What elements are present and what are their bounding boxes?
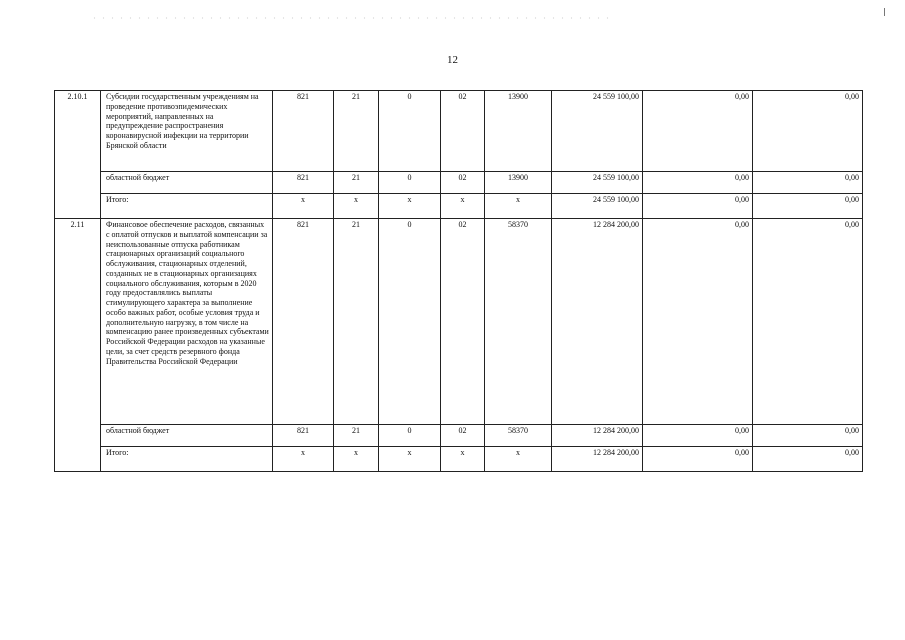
cell-value: 821 [273, 91, 334, 172]
cell-value: x [441, 447, 485, 472]
cell-amount: 12 284 200,00 [552, 447, 643, 472]
cell-amount: 0,00 [753, 91, 863, 172]
cell-value: x [273, 194, 334, 219]
cell-value: 21 [334, 219, 379, 425]
table-row-main [55, 91, 863, 172]
cell-value: 02 [441, 91, 485, 172]
section-description: Субсидии государственным учреждениям на проведение противоэпидемических мероприятий, направленных на предупреждение распространения коронавирусной инфекции на территории Брянской области [101, 91, 273, 172]
cell-value: 58370 [485, 425, 552, 447]
table-row-total [55, 447, 863, 472]
cell-value: x [379, 447, 441, 472]
cell-value: x [485, 194, 552, 219]
cell-amount: 0,00 [753, 194, 863, 219]
table-row-main [55, 219, 863, 425]
cell-amount: 24 559 100,00 [552, 91, 643, 172]
cell-value: 821 [273, 425, 334, 447]
row-label: областной бюджет [101, 425, 273, 447]
cell-value: 821 [273, 219, 334, 425]
scan-mark [884, 8, 885, 16]
cell-value: 02 [441, 172, 485, 194]
cell-amount: 0,00 [643, 91, 753, 172]
cell-value: 0 [379, 91, 441, 172]
cell-value: 58370 [485, 219, 552, 425]
cell-value: 21 [334, 91, 379, 172]
cell-value: 0 [379, 425, 441, 447]
row-label: Итого: [101, 194, 273, 219]
scan-noise [90, 16, 610, 20]
cell-amount: 24 559 100,00 [552, 172, 643, 194]
table-row-subtotal [55, 172, 863, 194]
table-row-total [55, 194, 863, 219]
table-row-subtotal [55, 425, 863, 447]
cell-amount: 0,00 [753, 447, 863, 472]
cell-value: x [334, 194, 379, 219]
cell-value: 821 [273, 172, 334, 194]
cell-value: 21 [334, 172, 379, 194]
cell-amount: 0,00 [643, 447, 753, 472]
section-number: 2.10.1 [55, 91, 101, 219]
cell-value: x [334, 447, 379, 472]
cell-value: 21 [334, 425, 379, 447]
section-description: Финансовое обеспечение расходов, связанных с оплатой отпусков и выплатой компенсации за неиспользованные отпуска работникам стационарных организаций социального обслуживания, стационарных отделений, созданных не в стационарных организациях социального обслуживания, которым в 2020 году предоставлялись выплаты стимулирующего характера за выполнение особо важных работ, особые условия труда и дополнительную нагрузку, в том числе на компенсацию ранее произведенных субъектами Российской Федерации расходов на указанные цели, за счет средств резервного фонда Правительства Российской Федерации [101, 219, 273, 425]
cell-value: x [379, 194, 441, 219]
cell-amount: 0,00 [753, 425, 863, 447]
cell-amount: 12 284 200,00 [552, 425, 643, 447]
cell-amount: 0,00 [643, 219, 753, 425]
cell-amount: 0,00 [753, 219, 863, 425]
page-number: 12 [447, 54, 458, 66]
cell-amount: 12 284 200,00 [552, 219, 643, 425]
cell-value: 0 [379, 172, 441, 194]
row-label: Итого: [101, 447, 273, 472]
cell-value: x [485, 447, 552, 472]
cell-value: 0 [379, 219, 441, 425]
cell-value: 13900 [485, 172, 552, 194]
cell-amount: 24 559 100,00 [552, 194, 643, 219]
cell-value: 13900 [485, 91, 552, 172]
cell-amount: 0,00 [643, 194, 753, 219]
cell-value: x [273, 447, 334, 472]
budget-table [54, 90, 863, 472]
section-number: 2.11 [55, 219, 101, 472]
cell-amount: 0,00 [643, 172, 753, 194]
cell-value: 02 [441, 425, 485, 447]
cell-value: 02 [441, 219, 485, 425]
cell-value: x [441, 194, 485, 219]
row-label: областной бюджет [101, 172, 273, 194]
cell-amount: 0,00 [753, 172, 863, 194]
cell-amount: 0,00 [643, 425, 753, 447]
